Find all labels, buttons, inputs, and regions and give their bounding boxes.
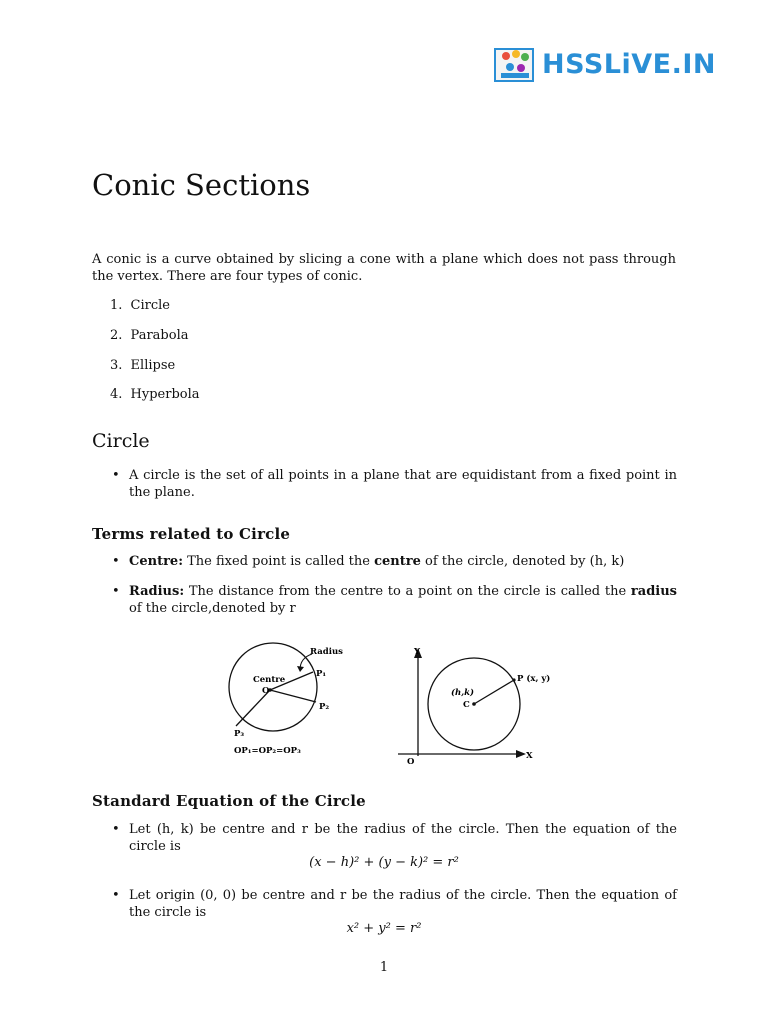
centre-label: Centre [253,675,286,685]
figure-circle-coordinates [398,647,550,767]
standard-equation-origin [112,887,678,921]
radius-line [474,680,514,704]
list-label: Parabola [130,328,189,343]
circle-outline [229,643,317,731]
terms-heading: Terms related to Circle [92,525,291,543]
centre-dot [472,702,476,706]
list-item [110,297,170,314]
radius-label: Radius [310,647,343,657]
hk-label: (h,k) [451,688,475,698]
term-text: of the circle, denoted by (h, k) [425,554,625,569]
p1-label: P₁ [316,669,327,679]
arrow-head-icon [297,666,304,672]
term-bold: radius [630,584,677,599]
term-bold: centre [374,554,421,569]
circle-definition [112,467,678,501]
point-dot [512,678,515,681]
page-title: Conic Sections [92,168,311,202]
x-axis-arrow-icon [516,750,526,758]
list-label: Circle [130,298,170,313]
bullet-icon: • [112,584,120,599]
page-number: 1 [379,960,389,975]
term-text: The distance from the centre to a point on the circle is called the [188,584,627,599]
term-label: Radius: [129,584,185,599]
origin-label: O [262,686,270,696]
list-item [110,327,188,344]
bullet-text [129,583,677,617]
p3-label: P₃ [234,729,245,739]
centre-term [112,553,678,570]
equation-general: (x − h)² + (y − k)² = r² [309,855,459,870]
centre-c-label: C [463,700,470,710]
term-text: of the circle,denoted by r [129,601,296,616]
bullet-icon: • [112,554,120,569]
list-label: Hyperbola [130,387,200,402]
circle-figures [220,640,560,770]
section-heading-circle: Circle [92,430,150,452]
y-label: Y [414,647,421,657]
bullet-icon: • [112,468,120,483]
term-label: Centre: [129,554,183,569]
list-number: 4. [110,387,123,402]
standard-equation-general [112,821,678,855]
intro-paragraph: A conic is a curve obtained by slicing a cone with a plane which does not pass through the vertex. There are four types of conic. [92,252,676,284]
bullet-icon: • [112,888,120,903]
list-number: 2. [110,328,123,343]
radius-line-2 [270,690,316,702]
standard-equation-heading: Standard Equation of the Circle [92,792,366,810]
origin-label: O [407,757,415,767]
equation-origin: x² + y² = r² [346,921,422,936]
x-label: X [526,751,533,761]
point-p-label: P (x, y) [517,674,551,684]
list-item [110,386,200,403]
site-logo [492,42,728,86]
logo-text: HSSLiVE.IN [542,48,716,80]
list-number: 3. [110,358,123,373]
radius-term [112,583,678,617]
bullet-text: Let origin (0, 0) be centre and r be the radius of the circle. Then the equation of the circle is [129,888,677,920]
bullet-text: A circle is the set of all points in a plane that are equidistant from a fixed point in the plane. [129,468,677,500]
bullet-text: Let (h, k) be centre and r be the radius of the circle. Then the equation of the circle is [129,822,677,854]
list-number: 1. [110,298,123,313]
relation-label: OP₁=OP₂=OP₃ [234,746,301,756]
bullet-text [129,553,677,570]
list-item [110,357,175,374]
term-text: The fixed point is called the [187,554,370,569]
list-label: Ellipse [130,358,176,373]
hsslive-logo-icon [492,43,538,85]
figure-circle-radius [229,643,343,756]
bullet-icon: • [112,822,120,837]
p2-label: P₂ [319,702,330,712]
